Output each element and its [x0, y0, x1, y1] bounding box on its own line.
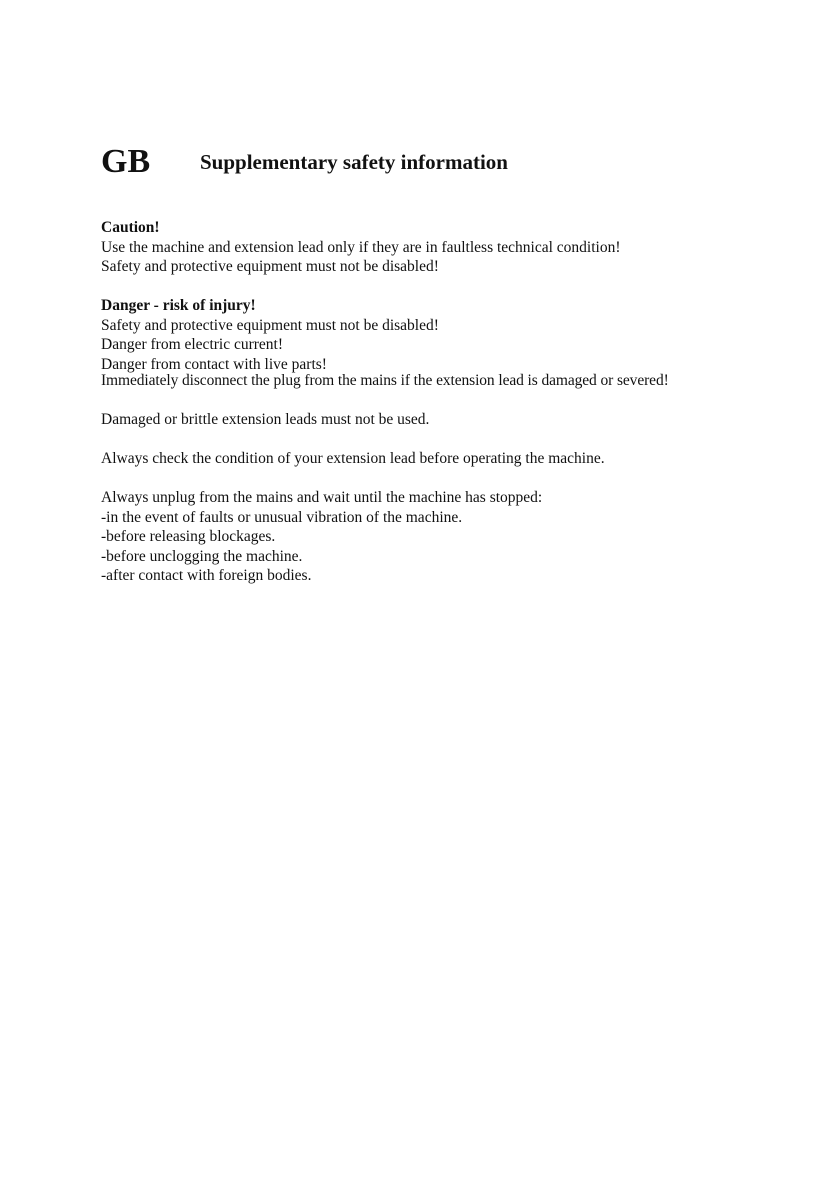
caution-heading: Caution!	[101, 219, 160, 236]
paragraph-check-condition: Always check the condition of your extension lead before operating the machine.	[101, 450, 605, 467]
spacer	[101, 469, 801, 489]
safety-text	[101, 218, 801, 586]
unplug-intro: Always unplug from the mains and wait until the machine has stopped:	[101, 489, 543, 506]
unplug-item: -before unclogging the machine.	[101, 547, 303, 565]
spacer	[101, 277, 801, 297]
spacer	[101, 391, 801, 411]
page-title: Supplementary safety information	[200, 150, 508, 174]
danger-line: Danger from contact with live parts!	[101, 355, 327, 373]
danger-heading: Danger - risk of injury!	[101, 297, 256, 314]
unplug-item: -after contact with foreign bodies.	[101, 567, 312, 584]
caution-line: Safety and protective equipment must not be disabled!	[101, 258, 439, 275]
spacer	[101, 430, 801, 450]
unplug-item: -in the event of faults or unusual vibration of the machine.	[101, 508, 463, 526]
danger-line: Danger from electric current!	[101, 336, 284, 353]
unplug-item: -before releasing blockages.	[101, 528, 276, 545]
paragraph-damaged-leads: Damaged or brittle extension leads must not be used.	[101, 411, 430, 428]
danger-line: Safety and protective equipment must not be disabled!	[101, 316, 439, 334]
caution-line: Use the machine and extension lead only if they are in faultless technical condition!	[101, 238, 621, 256]
page-header	[101, 140, 508, 184]
country-code: GB	[101, 143, 151, 180]
danger-line: Immediately disconnect the plug from the mains if the extension lead is damaged or severed!	[101, 372, 669, 389]
